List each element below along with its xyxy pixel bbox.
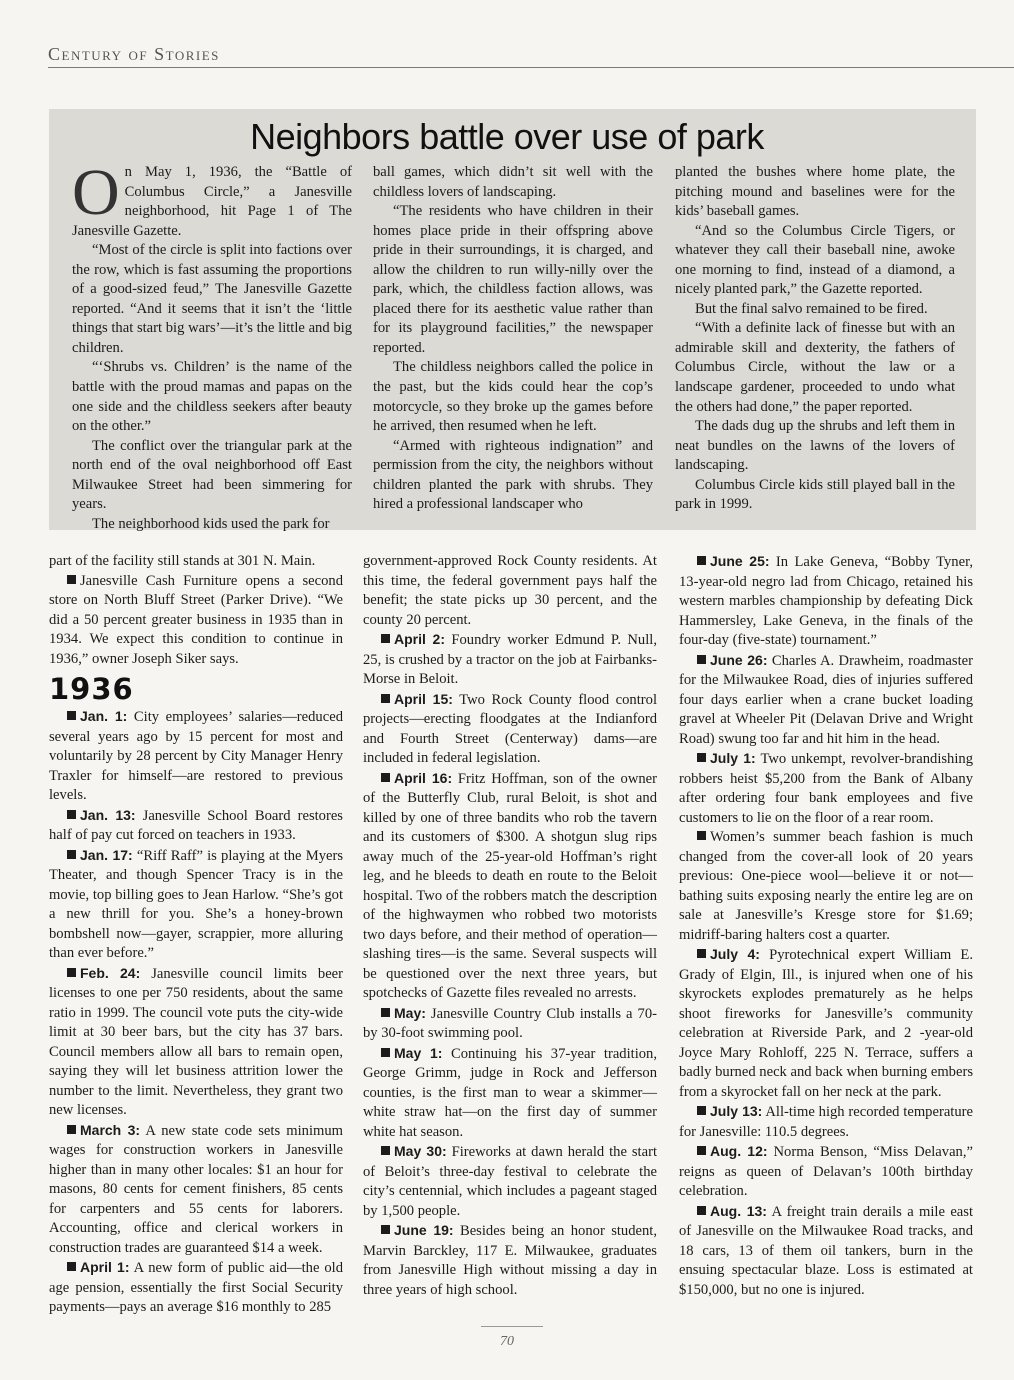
bullet-square-icon	[381, 1048, 390, 1057]
bullet-square-icon	[67, 575, 76, 584]
timeline-column-3	[679, 552, 973, 1300]
timeline-entry: July 1: Two unkempt, revolver-brandishing robbers heist $5,200 from the Bank of Albany after ordering four bank employees and five customers to lie on the floor of a rear room.	[679, 750, 973, 826]
entry-date: April 1:	[80, 1259, 130, 1275]
bullet-square-icon	[697, 949, 706, 958]
entry-date: April 15:	[394, 690, 453, 707]
timeline-entry: Jan. 1: City employees’ salaries—reduced several years ago by 15 percent for most and voluntarily by 28 percent by City Manager Henry Traxler for himself—are restored to previous levels.	[49, 708, 343, 803]
sidebar-column-3	[675, 163, 955, 515]
timeline-entry: July 13: All-time high recorded temperature for Janesville: 110.5 degrees.	[679, 1103, 973, 1140]
sidebar-paragraph: The dads dug up the shrubs and left them in neat bundles on the lawns of the lovers of landscaping.	[675, 418, 955, 474]
bullet-square-icon	[697, 753, 706, 762]
timeline-entry: Jan. 13: Janesville School Board restores half of pay cut forced on teachers in 1933.	[49, 806, 343, 843]
header-rule	[48, 67, 1014, 68]
bullet-square-icon	[67, 711, 76, 720]
sidebar-paragraph: “The residents who have children in their homes place pride in their offspring above pride in their surroundings, it is charged, and allow the children to run willy-nilly over the park, which, the childless faction allows, was placed there for its aesthetic value rather than for its playground facilities,” the newspaper reported.	[373, 203, 653, 356]
timeline-entry: part of the facility still stands at 301 N. Main.	[49, 553, 316, 569]
timeline-entry: May 30: Fireworks at dawn herald the start of Beloit’s three-day festival to celebrate the city’s centennial, which includes a pageant staged by 1,500 people.	[363, 1143, 658, 1219]
bullet-square-icon	[67, 850, 76, 859]
bullet-square-icon	[381, 1008, 390, 1017]
entry-date: April 2:	[394, 631, 445, 647]
sidebar-column-2	[373, 163, 653, 515]
bullet-square-icon	[697, 1206, 706, 1215]
running-header: Century of Stories	[48, 44, 220, 64]
timeline-entry: June 26: Charles A. Drawheim, roadmaster for the Milwaukee Road, dies of injuries suffered four days earlier when a crane bucket loading gravel at Wheeler Pit (Delavan Drive and Wright Road) swung too far and hit him in the head.	[679, 651, 973, 747]
bullet-square-icon	[381, 773, 390, 782]
bullet-square-icon	[381, 1146, 390, 1155]
entry-date: June 19:	[394, 1222, 454, 1238]
bullet-square-icon	[67, 968, 76, 977]
entry-date: Jan. 1:	[80, 708, 128, 724]
timeline-column-2	[363, 552, 657, 1300]
bullet-square-icon	[381, 694, 390, 703]
drop-cap: O	[72, 156, 120, 229]
entry-date: March 3:	[80, 1121, 141, 1138]
sidebar-title: Neighbors battle over use of park	[250, 116, 764, 157]
sidebar-paragraph: “With a definite lack of finesse but with an admirable skill and dexterity, the fathers of Columbus Circle, without the law or a landscape gardener, proceeded to undo what the others had done,” the paper reported.	[675, 320, 955, 415]
entry-date: May 30:	[394, 1143, 447, 1159]
sidebar-paragraph: Columbus Circle kids still played ball in the park in 1999.	[675, 476, 955, 513]
timeline-entry: April 2: Foundry worker Edmund P. Null, 25, is crushed by a tractor on the job at Fairbanks-Morse in Beloit.	[363, 631, 657, 687]
entry-date: Feb. 24:	[80, 964, 141, 981]
entry-date: Aug. 12:	[710, 1143, 768, 1159]
entry-date: Aug. 13:	[710, 1202, 767, 1219]
bullet-square-icon	[697, 831, 706, 840]
bullet-square-icon	[697, 1106, 706, 1115]
footer-rule	[481, 1326, 543, 1327]
entry-date: July 13:	[710, 1103, 763, 1119]
sidebar-paragraph: “And so the Columbus Circle Tigers, or whatever they call their baseball nine, awoke one morning to find, instead of a diamond, a nicely planted park,” the Gazette reported.	[675, 222, 955, 298]
timeline-entry: Jan. 17: “Riff Raff” is playing at the Myers Theater, and though Spencer Tracy is in the movie, top billing goes to Jean Harlow. “She’s got a new thrill for you. She’s a honey-brown bombshell now—gayer, scrappier, more alluring than ever before.”	[49, 846, 344, 961]
sidebar-paragraph: The childless neighbors called the police in the past, but the kids could hear the cop’s motorcycle, so they broke up the games before he arrived, then resumed when he left.	[373, 359, 653, 435]
timeline-entry: April 15: Two Rock County flood control projects—erecting floodgates at the Indianford and Fourth Street (Centerway) dams—are included in federal legislation.	[363, 690, 657, 766]
page-number: 70	[500, 1334, 514, 1349]
bullet-square-icon	[67, 810, 76, 819]
entry-date: April 16:	[394, 769, 453, 786]
timeline-entry: June 25: In Lake Geneva, “Bobby Tyner, 13-year-old negro lad from Chicago, retained his western marbles championship by defeating Dick Hammersley, Lake Geneva, in the finals of the four-day (five-state) tournament.”	[679, 553, 973, 648]
bullet-square-icon	[381, 634, 390, 643]
timeline-entry: April 16: Fritz Hoffman, son of the owner of the Butterfly Club, rural Beloit, is shot and killed by one of three bandits who rob the tavern and its customers of $300. A shotgun slug rips away much of the 25-year-old Hoffman’s right leg, and he bleeds to death en route to the Beloit hospital. Two of the robbers match the description of the highwaymen who robbed two motorists two days before, and their method of operation—slashing tires—is the same. Several suspects will be questioned over the next three years, but spotchecks of Gazette files revealed no arrests.	[363, 769, 658, 1001]
timeline-entry: Aug. 13: A freight train derails a mile east of Janesville on the Milwaukee Road tracks, and 18 cars, 13 of them oil tankers, burn in the ensuing spectacular blaze. Loss is estimated at $150,000, but no one is injured.	[679, 1202, 974, 1298]
sidebar-paragraph: ball games, which didn’t sit well with the childless lovers of landscaping.	[373, 164, 653, 200]
entry-date: Jan. 17:	[80, 846, 133, 863]
sidebar-column-1	[72, 156, 352, 534]
bullet-square-icon	[381, 1225, 390, 1234]
timeline-entry: Janesville Cash Furniture opens a second store on North Bluff Street (Parker Drive). “We did a 50 percent greater business in 1935 than in 1934. We expect this condition to continue in 1936,” owner Joseph Siker says.	[49, 572, 343, 667]
bullet-square-icon	[697, 556, 706, 565]
timeline-entry: government-approved Rock County residents. At this time, the federal government pays half the benefit; the state picks up 30 percent, and the county 20 percent.	[363, 553, 657, 628]
sidebar-paragraph: But the final salvo remained to be fired.	[695, 300, 928, 317]
timeline-entry: Feb. 24: Janesville council limits beer licenses to one per 750 residents, about the same ratio in 1999. The council vote puts the city-wide limit at 30 beer bars, but the city has 37 bars. Council members allow all bars to remain open, saying they will let business attrition lower the number to the limit. Nevertheless, they grant two new licenses.	[49, 964, 344, 1118]
timeline-entry: May: Janesville Country Club installs a 70-by 30-foot swimming pool.	[363, 1004, 657, 1041]
sidebar-paragraph: The conflict over the triangular park at the north end of the oval neighborhood off East Milwaukee Street had been simmering for years.	[72, 437, 352, 513]
timeline-column-1	[49, 552, 343, 1318]
bullet-square-icon	[67, 1262, 76, 1271]
entry-date: June 25:	[710, 553, 770, 569]
sidebar-paragraph: The neighborhood kids used the park for	[92, 515, 330, 532]
timeline-entry: Women’s summer beach fashion is much changed from the cover-all look of 20 years previous: One-piece wool—believe it or not—bathing suits exposing nearly the entire leg are on sale at Janesville’s Kresge store for $1.69; midriff-baring halters cost a quarter.	[679, 829, 973, 943]
bullet-square-icon	[697, 655, 706, 664]
sidebar-paragraph: “‘Shrubs vs. Children’ is the name of the battle with the proud mamas and papas on the one side and the childless seekers after beauty on the other.”	[72, 359, 352, 435]
entry-date: May 1:	[394, 1044, 443, 1061]
bullet-square-icon	[697, 1146, 706, 1155]
sidebar-paragraph: planted the bushes where home plate, the pitching mound and baselines were for the kids’ baseball games.	[675, 164, 955, 220]
timeline-entry: Aug. 12: Norma Benson, “Miss Delavan,” reigns as queen of Delavan’s 100th birthday celebration.	[679, 1143, 973, 1199]
timeline-entry: July 4: Pyrotechnical expert William E. Grady of Elgin, Ill., is injured when one of his skyrockets explodes prematurely as he helps shoot fireworks for Janesville’s community celebration at Riverside Park, and 2 -year-old Joyce Mary Rohloff, 225 N. Terrace, suffers a badly burned neck and back when burning embers from a skyrocket fall on her neck at the park.	[679, 946, 974, 1100]
bullet-square-icon	[67, 1125, 76, 1134]
entry-date: May:	[394, 1004, 426, 1021]
year-heading: 1936	[49, 672, 134, 706]
entry-date: June 26:	[710, 651, 768, 668]
entry-date: July 1:	[710, 750, 756, 766]
sidebar-paragraph: “Armed with righteous indignation” and permission from the city, the neighbors without children planted the park with shrubs. They hired a professional landscaper who	[373, 437, 653, 513]
timeline-entry: March 3: A new state code sets minimum wages for construction workers in Janesville higher than in many other locales: $1 an hour for masons, 80 cents for cement finishers, 85 cents for carpenters and 55 cents for laborers. Accounting, office and clerical workers in construction trades are guaranteed $14 a week.	[49, 1121, 344, 1256]
timeline-entry: April 1: A new form of public aid—the old age pension, essentially the first Social Security payments—pays an average $16 monthly to 285	[49, 1259, 344, 1315]
timeline-entry: May 1: Continuing his 37-year tradition, George Grimm, judge in Rock and Jefferson counties, is the first man to wear a skimmer—white straw hat—on the first day of summer white hat season.	[363, 1044, 657, 1140]
entry-date: July 4:	[710, 946, 760, 962]
sidebar-paragraph: On May 1, 1936, the “Battle of Columbus Circle,” a Janesville neighborhood, hit Page 1 of The Janesville Gazette.	[72, 156, 352, 239]
entry-date: Jan. 13:	[80, 806, 136, 823]
timeline-entry: June 19: Besides being an honor student, Marvin Barckley, 117 E. Milwaukee, graduates from Janesville High without missing a day in three years of high school.	[363, 1222, 658, 1298]
sidebar-paragraph: “Most of the circle is split into factions over the row, which is fast assuming the proportions of a good-sized feud,” The Janesville Gazette reported. “And it seems that it isn’t the ‘little things that start big wars’—it’s the little and big children.	[72, 242, 352, 356]
